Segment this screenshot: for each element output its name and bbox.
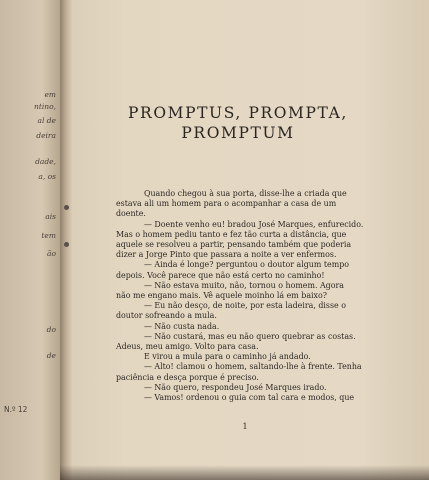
text-line: doente.: [116, 209, 146, 219]
chapter-title-line: PROMPTUM: [181, 124, 295, 142]
text-line: Adeus, meu amigo. Volto para casa.: [116, 342, 259, 352]
text-line: dizer a Jorge Pinto que passara a noite a ver enfermos.: [116, 250, 337, 260]
chapter-title-line: PROMPTUS, PROMPTA,: [128, 104, 348, 122]
text-line: depois. Você parece que não está certo no caminho!: [116, 270, 325, 280]
text-line: — Ainda é longe? perguntou o doutor algum tempo: [144, 260, 349, 270]
book-gutter: [60, 0, 72, 480]
text-line: — Não custa nada.: [144, 321, 220, 331]
text-line: — Alto! clamou o homem, saltando-lhe à frente. Tenha: [144, 362, 362, 372]
text-line: estava ali um homem para o acompanhar a casa de um: [116, 199, 337, 209]
previous-page-fragment: em: [44, 90, 56, 99]
previous-page-fragment: tem: [41, 231, 56, 240]
text-line: — Não quero, respondeu José Marques irado.: [144, 382, 327, 392]
text-line: — Vamos! ordenou o guia com tal cara e modos, que: [144, 393, 355, 403]
binding-staple: [64, 242, 69, 247]
text-line: — Doente venho eu! bradou José Marques, enfurecido.: [144, 219, 364, 229]
previous-page-fragment: dade,: [35, 157, 56, 166]
chapter-title: [72, 103, 404, 143]
previous-page-label: N.º 12: [4, 405, 28, 414]
previous-page-fragment: deira: [36, 131, 56, 140]
text-line: Mas o homem pediu tanto e fez tão curta a distância, que: [116, 229, 347, 239]
text-line: — Eu não desço, de noite, por esta ladeira, disse o: [144, 301, 346, 311]
previous-page-fragment: ão: [47, 249, 56, 258]
text-line: doutor sofreando a mula.: [116, 311, 217, 321]
previous-page-fragment: a, os: [38, 172, 56, 181]
chapter-text: [116, 189, 404, 403]
binding-staple: [64, 205, 69, 210]
previous-page-fragment: ntino,: [34, 102, 56, 111]
previous-page-fragment: ais: [45, 212, 56, 221]
text-line: — Não custará, mas eu não quero quebrar as costas.: [144, 331, 356, 341]
previous-page-fragment: de: [46, 351, 56, 360]
text-line: não me engano mais. Vê aquele moinho lá em baixo?: [116, 291, 327, 301]
text-line: aquele se resolveu a partir, pensando também que poderia: [116, 240, 352, 250]
text-line: — Não estava muito, não, tornou o homem. Agora: [144, 280, 344, 290]
previous-page-fragment: do: [46, 325, 56, 334]
text-line: Quando chegou à sua porta, disse-lhe a criada que: [144, 189, 347, 198]
previous-page-fragment: al de: [37, 116, 56, 125]
text-line: paciência e desça porque é preciso.: [116, 372, 259, 382]
text-line: E virou a mula para o caminho já andado.: [144, 352, 311, 362]
page-number: 1: [242, 422, 248, 431]
page-bottom-shadow: [60, 465, 429, 480]
previous-page-edge: [0, 0, 60, 480]
